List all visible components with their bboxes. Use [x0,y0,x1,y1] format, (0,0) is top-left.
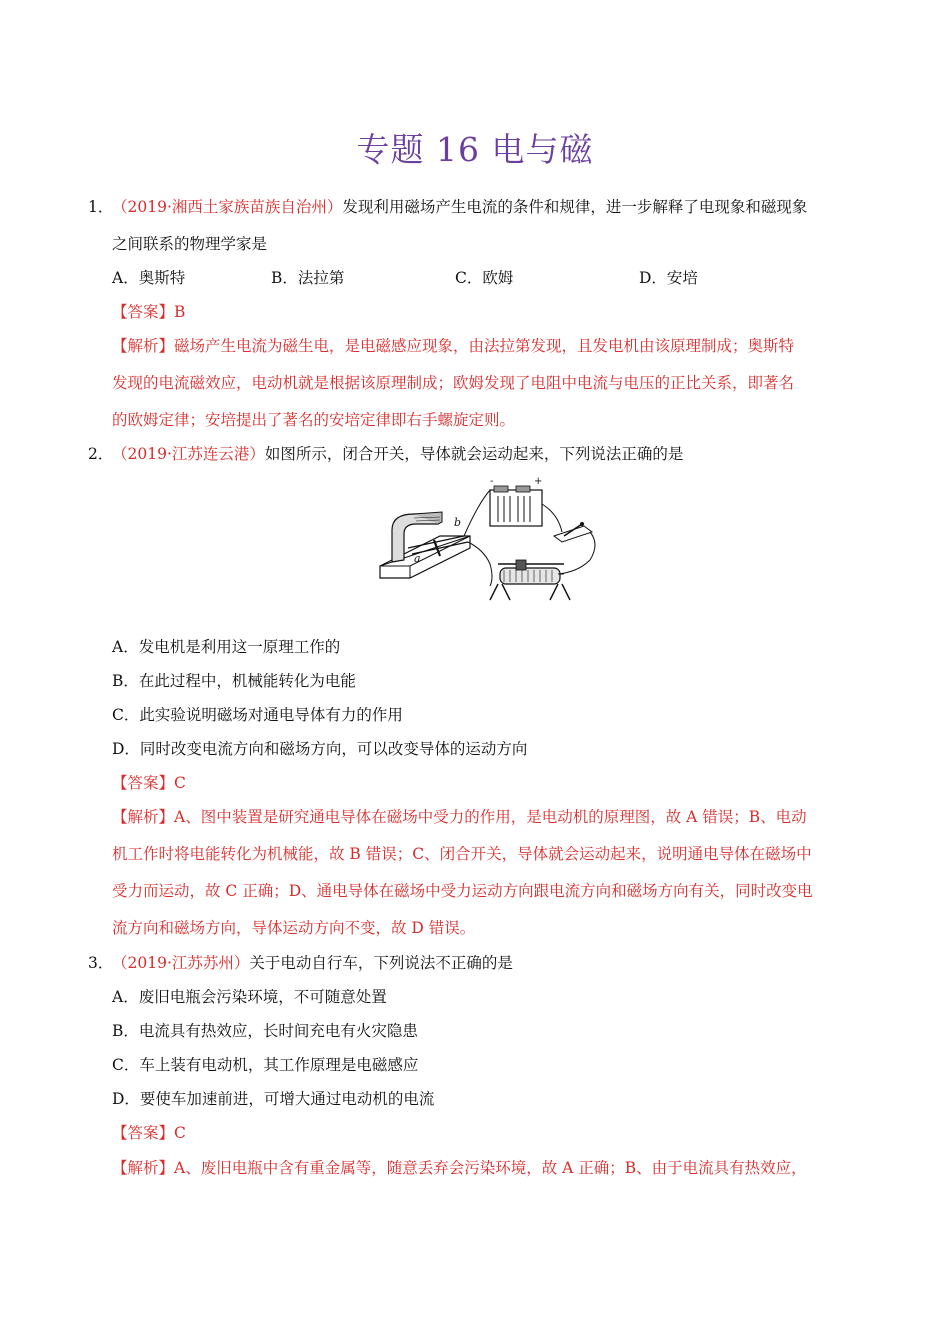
question-3-source: （2019·江苏苏州） [112,954,250,972]
question-3-option-c: C．车上装有电动机，其工作原理是电磁感应 [112,1056,419,1074]
rheostat-icon [500,568,560,584]
question-3-analysis-line: 【解析】A、废旧电瓶中含有重金属等，随意丢弃会污染环境，故 A 正确；B、由于电流具有热效应， [112,1159,807,1177]
question-1-option-b: B．法拉第 [271,269,345,287]
switch-icon [554,526,592,542]
question-3-number: 3． [88,954,114,972]
question-2-option-d: D．同时改变电流方向和磁场方向，可以改变导体的运动方向 [112,740,528,758]
question-1-number: 1． [88,198,114,216]
question-1-analysis-line: 【解析】磁场产生电流为磁生电，是电磁感应现象，由法拉第发现，且发电机由该原理制成；奥斯特 [112,337,795,355]
question-2-analysis-line: 【解析】A、图中装置是研究通电导体在磁场中受力的作用，是电动机的原理图，故 A 错误；B、电动 [112,808,807,826]
label-a: a [414,552,421,565]
question-2-source: （2019·江苏连云港） [112,445,265,463]
question-1-analysis-line: 发现的电流磁效应，电动机就是根据该原理制成；欧姆发现了电阻中电流与电压的正比关系，即著名 [112,374,795,392]
label-minus: - [490,476,494,487]
question-3-answer: 【答案】C [112,1124,186,1142]
question-2-analysis-line: 流方向和磁场方向，导体运动方向不变，故 D 错误。 [112,919,476,937]
question-2-stem [112,443,683,465]
question-3-option-a: A．废旧电瓶会污染环境，不可随意处置 [112,988,387,1006]
question-2-analysis-line: 受力而运动，故 C 正确；D、通电导体在磁场中受力运动方向跟电流方向和磁场方向有关，同时改变电 [112,882,813,900]
question-3-stem [112,952,513,974]
label-plus: + [534,476,543,487]
question-1-option-c: C．欧姆 [455,269,514,287]
question-1-option-a: A．奥斯特 [112,269,186,287]
question-2-option-a: A．发电机是利用这一原理工作的 [112,638,341,656]
question-1-option-d: D．安培 [639,269,698,287]
question-1-analysis-line: 的欧姆定律；安培提出了著名的安培定律即右手螺旋定则。 [112,411,516,429]
motor-experiment-figure [378,474,603,604]
question-2-analysis-line: 机工作时将电能转化为机械能，故 B 错误；C、闭合开关，导体就会运动起来，说明通电导体在磁场中 [112,845,812,863]
question-2-number: 2． [88,445,114,463]
question-2-answer: 【答案】C [112,774,186,792]
question-1-text-cont: 之间联系的物理学家是 [112,235,268,253]
question-2-option-b: B．在此过程中，机械能转化为电能 [112,672,356,690]
question-1-answer: 【答案】B [112,303,186,321]
question-1-text: 发现利用磁场产生电流的条件和规律，进一步解释了电现象和磁现象 [342,198,808,216]
question-2-text: 如图所示，闭合开关，导体就会运动起来，下列说法正确的是 [264,445,684,463]
question-3-text: 关于电动自行车，下列说法不正确的是 [249,954,513,972]
question-3-option-b: B．电流具有热效应，长时间充电有火灾隐患 [112,1022,418,1040]
page-title: 专题 16 电与磁 [356,130,594,169]
question-2-option-c: C．此实验说明磁场对通电导体有力的作用 [112,706,403,724]
label-b: b [454,516,462,529]
question-3-option-d: D．要使车加速前进，可增大通过电动机的电流 [112,1090,435,1108]
question-1-source: （2019·湘西土家族苗族自治州） [112,198,343,216]
question-1-stem [112,196,807,218]
